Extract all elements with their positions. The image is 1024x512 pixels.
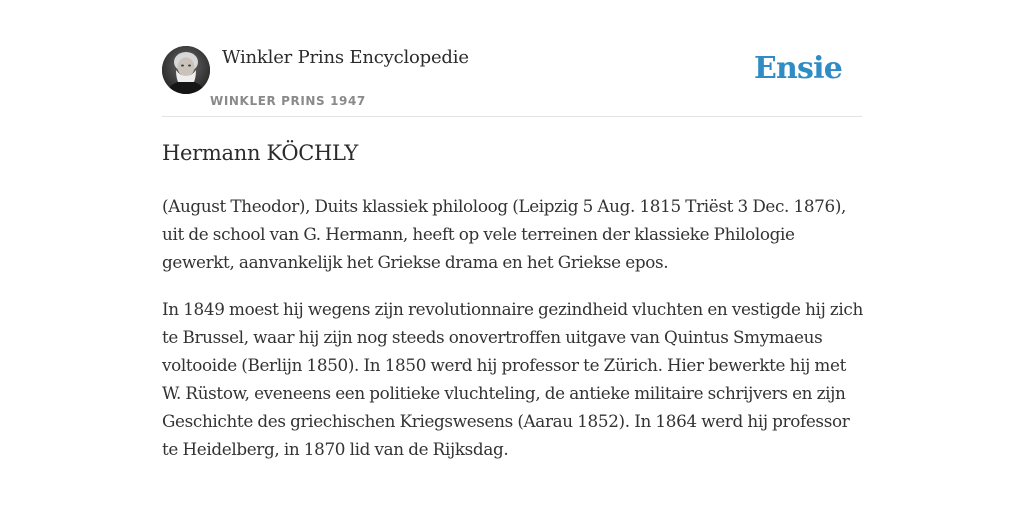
article-title: Hermann KÖCHLY xyxy=(162,141,358,165)
article-paragraph: In 1849 moest hij wegens zijn revolutionnaire gezindheid vluchten en vestigde hij zich te Brussel, waar hij zijn nog steeds onovertroffen uitgave van Quintus Smymaeus voltooide (Berlijn 1850). In 1850 werd hij professor te Zürich. Hier bewerkte hij met W. Rüstow, eveneens een politieke vluchteling, de antieke militaire schrijvers en zijn Geschichte des griechischen Kriegswesens (Aarau 1852). In 1864 werd hij professor te Heidelberg, in 1870 lid van de Rijksdag. xyxy=(162,299,863,459)
publication-title[interactable]: Winkler Prins Encyclopedie xyxy=(222,47,469,68)
article-paragraph: (August Theodor), Duits klassiek philoloog (Leipzig 5 Aug. 1815 Triëst 3 Dec. 1876), uit de school van G. Hermann, heeft op vele terreinen der klassieke Philologie gewerkt, aanvankelijk het Griekse drama en het Griekse epos. xyxy=(162,196,847,272)
bearded-man-portrait-icon xyxy=(162,46,210,94)
ensie-logo-link[interactable]: Ensie xyxy=(753,51,842,86)
site-header xyxy=(162,46,862,117)
publication-subtitle[interactable]: WINKLER PRINS 1947 xyxy=(210,94,366,108)
publication-avatar[interactable] xyxy=(162,46,210,94)
